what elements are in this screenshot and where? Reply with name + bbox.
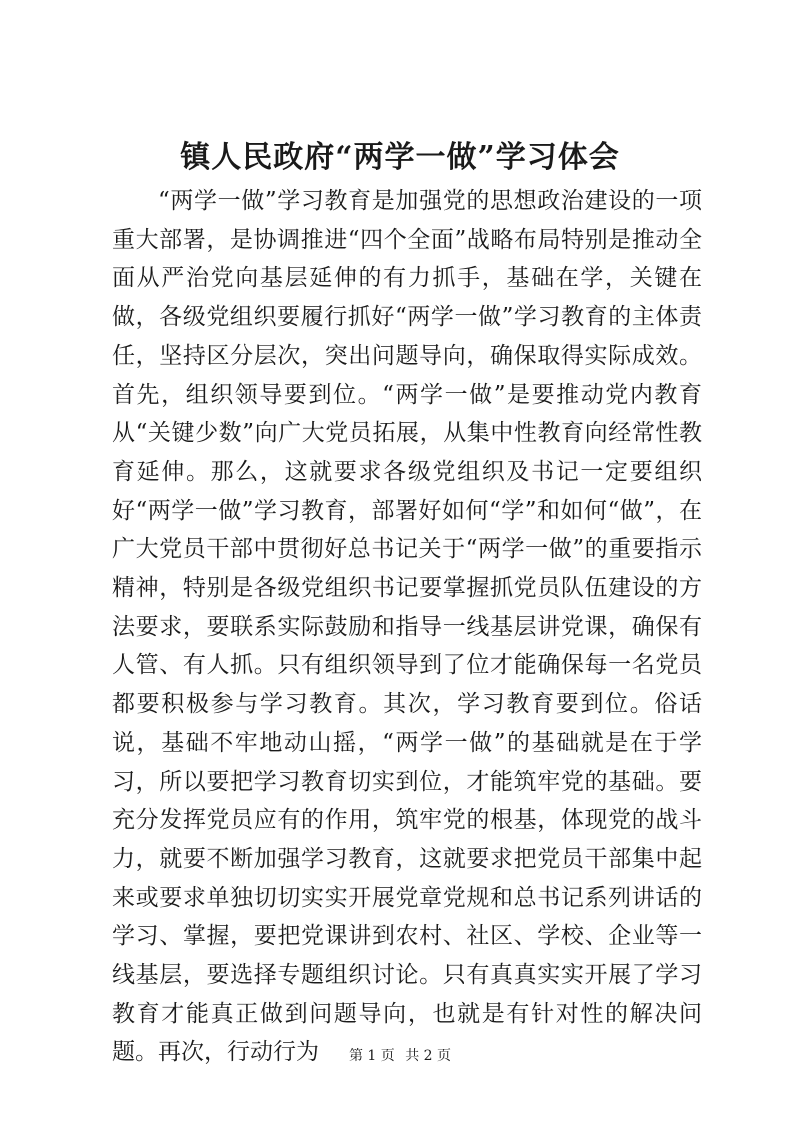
page-footer — [0, 1046, 800, 1066]
page-total: 共 2 页 — [405, 1048, 452, 1064]
body-paragraph: “两学一做”学习教育是加强党的思想政治建设的一项重大部署，是协调推进“四个全面”战略布局特别是推动全面从严治党向基层延伸的有力抓手，基础在学，关键在做，各级党组织要履行抓好“两学一做”学习教育的主体责任，坚持区分层次，突出问题导向，确保取得实际成效。首先，组织领导要到位。“两学一做”是要推动党内教育从“关键少数”向广大党员拓展，从集中性教育向经常性教育延伸。那么，这就要求各级党组织及书记一定要组织好“两学一做”学习教育，部署好如何“学”和如何“做”，在广大党员干部中贯彻好总书记关于“两学一做”的重要指示精神，特别是各级党组织书记要掌握抓党员队伍建设的方法要求，要联系实际鼓励和指导一线基层讲党课，确保有人管、有人抓。只有组织领导到了位才能确保每一名党员都要积极参与学习教育。其次，学习教育要到位。俗话说，基础不牢地动山摇，“两学一做”的基础就是在于学习，所以要把学习教育切实到位，才能筑牢党的基础。要充分发挥党员应有的作用，筑牢党的根基，体现党的战斗力，就要不断加强学习教育，这就要求把党员干部集中起来或要求单独切切实实开展党章党规和总书记系列讲话的学习、掌握，要把党课讲到农村、社区、学校、企业等一线基层，要选择专题组织讨论。只有真真实实开展了学习教育才能真正做到问题导向，也就是有针对性的解决问题。再次，行动行为 — [112, 188, 702, 1066]
document-title: 镇人民政府“两学一做”学习体会 — [180, 140, 620, 175]
page-number: 第 1 页 — [348, 1048, 395, 1064]
